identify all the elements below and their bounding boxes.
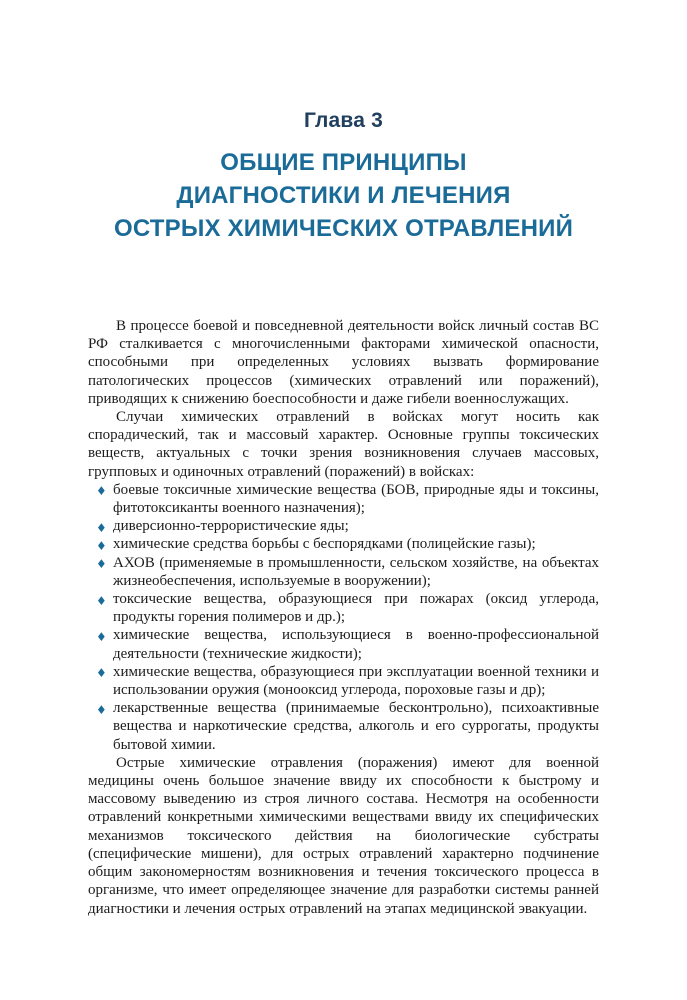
- page-title-line-2: ДИАГНОСТИКИ И ЛЕЧЕНИЯ: [176, 182, 511, 209]
- list-item: [88, 554, 599, 590]
- list-item-text: лекарственные вещества (принимаемые бесконтрольно), психоактивные вещества и наркотические средства, алкоголь и его суррогаты, продукты бытовой химии.: [113, 700, 599, 753]
- list-item-text: боевые токсичные химические вещества (БОВ, природные яды и токсины, фитотоксиканты военного назначения);: [113, 481, 599, 517]
- list-item-text: токсические вещества, образующиеся при пожарах (оксид углерода, продукты горения полимеров и др.);: [113, 591, 599, 626]
- list-item-text: диверсионно-террористические яды;: [113, 518, 349, 535]
- list-item: [88, 481, 599, 517]
- page-title: [88, 146, 599, 245]
- list-item: [88, 626, 599, 662]
- body-text: [88, 317, 599, 918]
- bullet-diamond-icon: ♦: [96, 593, 107, 608]
- bullet-diamond-icon: ♦: [96, 484, 107, 499]
- bullet-diamond-icon: ♦: [96, 629, 107, 644]
- paragraph: В процессе боевой и повседневной деятельности войск личный состав ВС РФ сталкивается с многочисленными факторами химической опасности, способными при определенных условиях вызвать формирование патологических процессов (химических отравлений или поражений), приводящих к снижению боеспособности и даже гибели военнослужащих.: [88, 318, 599, 407]
- bullet-diamond-icon: ♦: [96, 538, 107, 553]
- bullet-diamond-icon: ♦: [96, 557, 107, 572]
- list-item-text: химические вещества, образующиеся при эксплуатации военной техники и использовании оружия (монооксид углерода, пороховые газы и др);: [113, 663, 599, 699]
- list-item-text: АХОВ (применяемые в промышленности, сельском хозяйстве, на объектах жизнеобеспечения, используемые в вооружении);: [113, 554, 599, 589]
- paragraph: Случаи химических отравлений в войсках могут носить как спорадический, так и массовый характер. Основные группы токсических веществ, актуальных с точки зрения возникновения случаев массовых, групповых и одиночных отравлений (поражений) в войсках:: [88, 409, 599, 480]
- bullet-list: [88, 481, 599, 754]
- list-item: [88, 535, 599, 553]
- page-title-line-1: ОБЩИЕ ПРИНЦИПЫ: [220, 149, 467, 176]
- bullet-diamond-icon: ♦: [96, 702, 107, 717]
- list-item-text: химические средства борьбы с беспорядками (полицейские газы);: [113, 536, 536, 553]
- page-title-line-3: ОСТРЫХ ХИМИЧЕСКИХ ОТРАВЛЕНИЙ: [113, 215, 574, 242]
- list-item: [88, 699, 599, 754]
- bullet-diamond-icon: ♦: [96, 666, 107, 681]
- list-item: [88, 663, 599, 699]
- paragraph: Острые химические отравления (поражения) имеют для военной медицины очень большое значение ввиду их способности к быстрому и массовому выведению из строя личного состава. Несмотря на особенности отравлений конкретными химическими веществами ввиду их специфических механизмов токсического действия на биологические субстраты (специфические мишени), для острых отравлений характерно подчинение общим закономерностям возникновения и течения токсического процесса в организме, что имеет определяющее значение для разработки системы ранней диагностики и лечения острых отравлений на этапах медицинской эвакуации.: [88, 754, 599, 917]
- list-item: [88, 517, 599, 535]
- chapter-heading: Глава 3: [303, 109, 384, 132]
- list-item-text: химические вещества, использующиеся в военно-профессиональной деятельности (технические жидкости);: [113, 627, 599, 662]
- list-item: [88, 590, 599, 626]
- bullet-diamond-icon: ♦: [96, 520, 107, 535]
